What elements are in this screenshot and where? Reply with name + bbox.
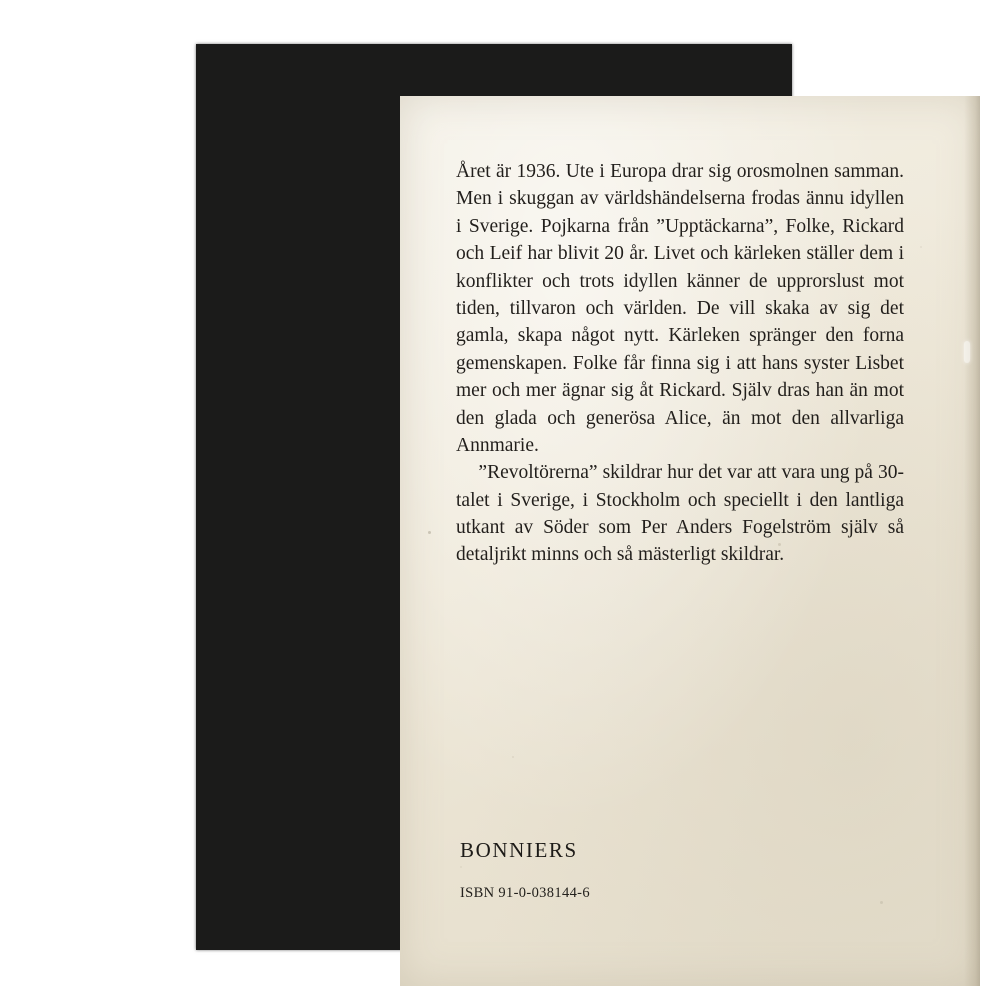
book-edge xyxy=(196,44,904,950)
jacket-fold-shadow xyxy=(964,96,980,986)
isbn-text: ISBN 91-0-038144-6 xyxy=(460,885,590,901)
paper-speckle xyxy=(428,531,431,534)
back-cover-blurb xyxy=(456,158,904,569)
blurb-paragraph-2: ”Revoltörerna” skildrar hur det var att vara ung på 30-talet i Sverige, i Stockholm och speciellt i den lantliga utkant av Söder som Per Anders Fogelström själv så detaljrikt minns och så mästerligt skildrar. xyxy=(456,462,904,566)
paper-speckle xyxy=(880,901,883,904)
publisher-name: BONNIERS xyxy=(460,838,578,862)
paper-speckle xyxy=(512,756,514,758)
jacket-wear-mark xyxy=(964,341,970,363)
paper-speckle xyxy=(920,246,922,248)
book-back-cover xyxy=(400,96,980,986)
paper-speckle xyxy=(460,866,462,868)
blurb-paragraph-1: Året är 1936. Ute i Europa drar sig orosmolnen samman. Men i skuggan av världshändelserna frodas ännu idyllen i Sverige. Pojkarna från ”Upptäckarna”, Folke, Rickard och Leif har blivit 20 år. Livet och kärleken ställer dem i konflikter och trots idyllen känner de upprorslust mot tiden, tillvaron och världen. De vill skaka av sig det gamla, skapa något nytt. Kärleken spränger den forna gemenskapen. Folke får finna sig i att hans syster Lisbet mer och mer ägnar sig åt Rickard. Själv dras han än mot den glada och generösa Alice, än mot den allvarliga Annmarie. xyxy=(456,161,904,456)
